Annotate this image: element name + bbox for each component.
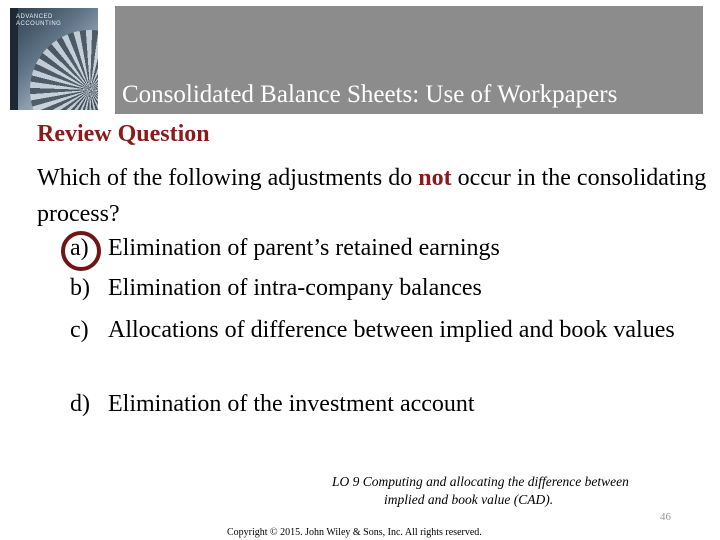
option-letter: b) — [70, 275, 90, 301]
book-cover-image — [10, 8, 98, 110]
slide-title: Consolidated Balance Sheets: Use of Workpapers — [122, 81, 618, 108]
selected-answer-circle — [61, 231, 101, 271]
option-d[interactable] — [70, 388, 703, 420]
question-after: occur in the consolidating process? — [37, 165, 707, 227]
option-b[interactable] — [70, 272, 703, 304]
option-letter: a) — [70, 235, 89, 261]
option-text: Elimination of intra-company balances — [108, 275, 482, 301]
question-text — [37, 160, 707, 232]
learning-objective-line1: LO 9 Computing and allocating the difference between — [332, 474, 629, 489]
question-before: Which of the following adjustments do — [37, 165, 419, 191]
cover-title: ADVANCED ACCOUNTING — [16, 14, 62, 27]
copyright-notice: Copyright © 2015. John Wiley & Sons, Inc. All rights reserved. — [227, 527, 482, 538]
review-heading: Review Question — [37, 121, 210, 147]
option-text: Allocations of difference between implied and book values — [108, 317, 675, 343]
option-letter: d) — [70, 391, 90, 417]
option-c[interactable] — [70, 314, 703, 346]
question-emphasis: not — [418, 165, 452, 191]
learning-objective-line2: implied and book value (CAD). — [384, 492, 554, 507]
option-a[interactable] — [70, 232, 703, 264]
option-text: Elimination of the investment account — [108, 391, 475, 417]
option-letter: c) — [70, 317, 89, 343]
option-text: Elimination of parent’s retained earnings — [108, 235, 500, 261]
cover-artwork — [30, 30, 98, 110]
page-number: 46 — [660, 511, 671, 523]
